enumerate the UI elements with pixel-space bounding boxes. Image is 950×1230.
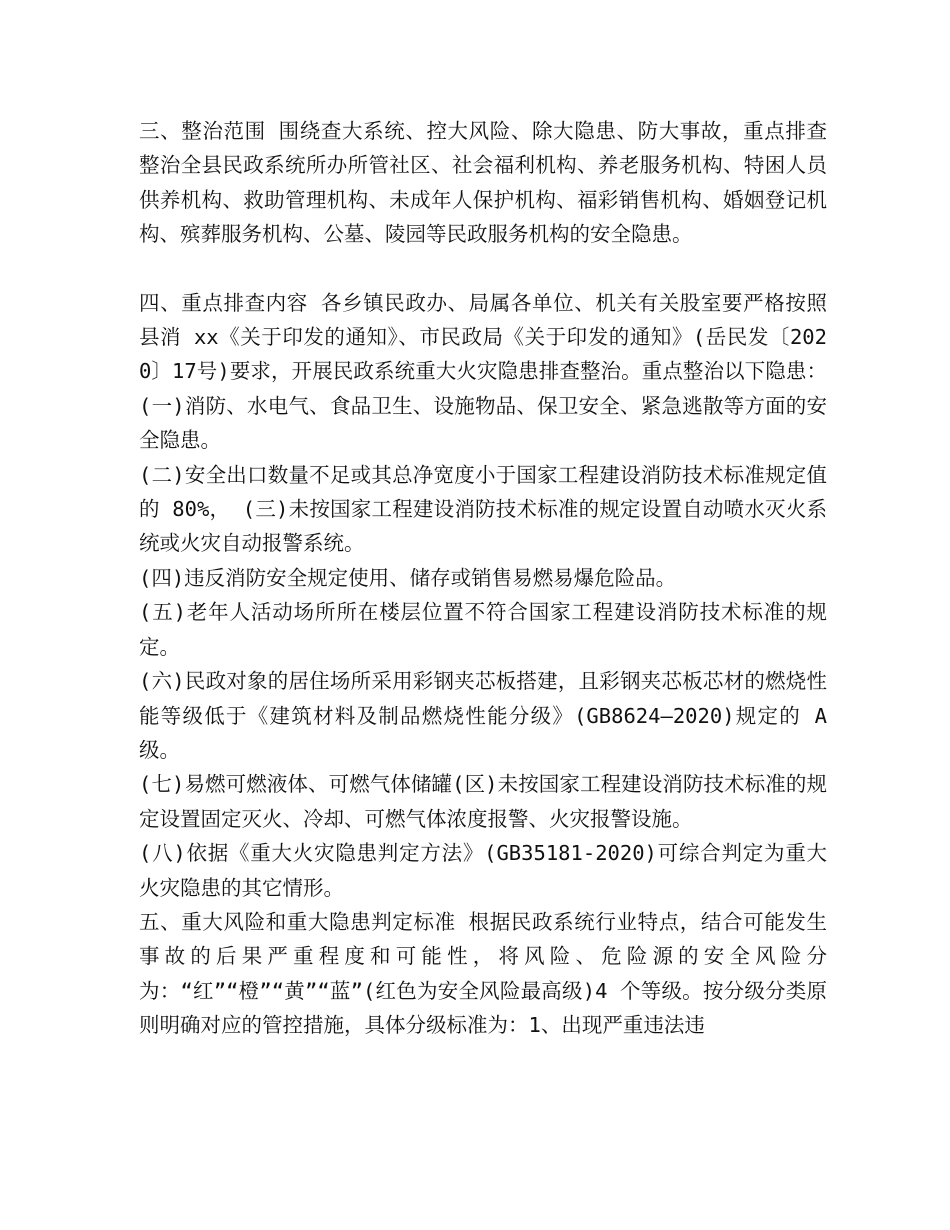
paragraph-scope: 三、整治范围 围绕查大系统、控大风险、除大隐患、防大事故，重点排查整治全县民政系统所办所管社区、社会福利机构、养老服务机构、特困人员供养机构、救助管理机构、未成年人保护机构、福彩销售机构、婚姻登记机构、殡葬服务机构、公墓、陵园等民政服务机构的安全隐患。: [139, 119, 827, 247]
paragraph-item-8: (八)依据《重大火灾隐患判定方法》(GB35181-2020)可综合判定为重大火灾隐患的其它情形。: [139, 841, 827, 900]
paragraph-item-6: (六)民政对象的居住场所采用彩钢夹芯板搭建，且彩钢夹芯板芯材的燃烧性能等级低于《建筑材料及制品燃烧性能分级》(GB8624—2020)规定的 A 级。: [139, 669, 827, 762]
paragraph-risk-criteria: 五、重大风险和重大隐患判定标准 根据民政系统行业特点，结合可能发生事故的后果严重程度和可能性，将风险、危险源的安全风险分为：“红”“橙”“黄”“蓝”(红色为安全风险最高级)4 个等级。按分级分类原则明确对应的管控措施，具体分级标准为：1、出现严重违法违: [139, 909, 827, 1038]
paragraph-item-7: (七)易燃可燃液体、可燃气体储罐(区)未按国家工程建设消防技术标准的规定设置固定灭火、冷却、可燃气体浓度报警、火灾报警设施。: [139, 772, 827, 831]
paragraph-item-2: (二)安全出口数量不足或其总净宽度小于国家工程建设消防技术标准规定值的 80%， (三)未按国家工程建设消防技术标准的规定设置自动喷水灭火系统或火灾自动报警系统。: [139, 462, 827, 556]
paragraph-item-4: (四)违反消防安全规定使用、储存或销售易燃易爆危险品。: [139, 565, 677, 590]
paragraph-key-inspection: 四、重点排查内容 各乡镇民政办、局属各单位、机关有关股室要严格按照县消 xx《关于印发的通知》、市民政局《关于印发的通知》(岳民发〔2020〕17号)要求，开展民政系统重大火灾隐患排查整治。重点整治以下隐患：(一)消防、水电气、食品卫生、设施物品、保卫安全、紧急逃散等方面的安全隐患。: [139, 290, 827, 453]
paragraph-item-5: (五)老年人活动场所所在楼层位置不符合国家工程建设消防技术标准的规定。: [139, 600, 827, 659]
document-page: [139, 114, 827, 1043]
